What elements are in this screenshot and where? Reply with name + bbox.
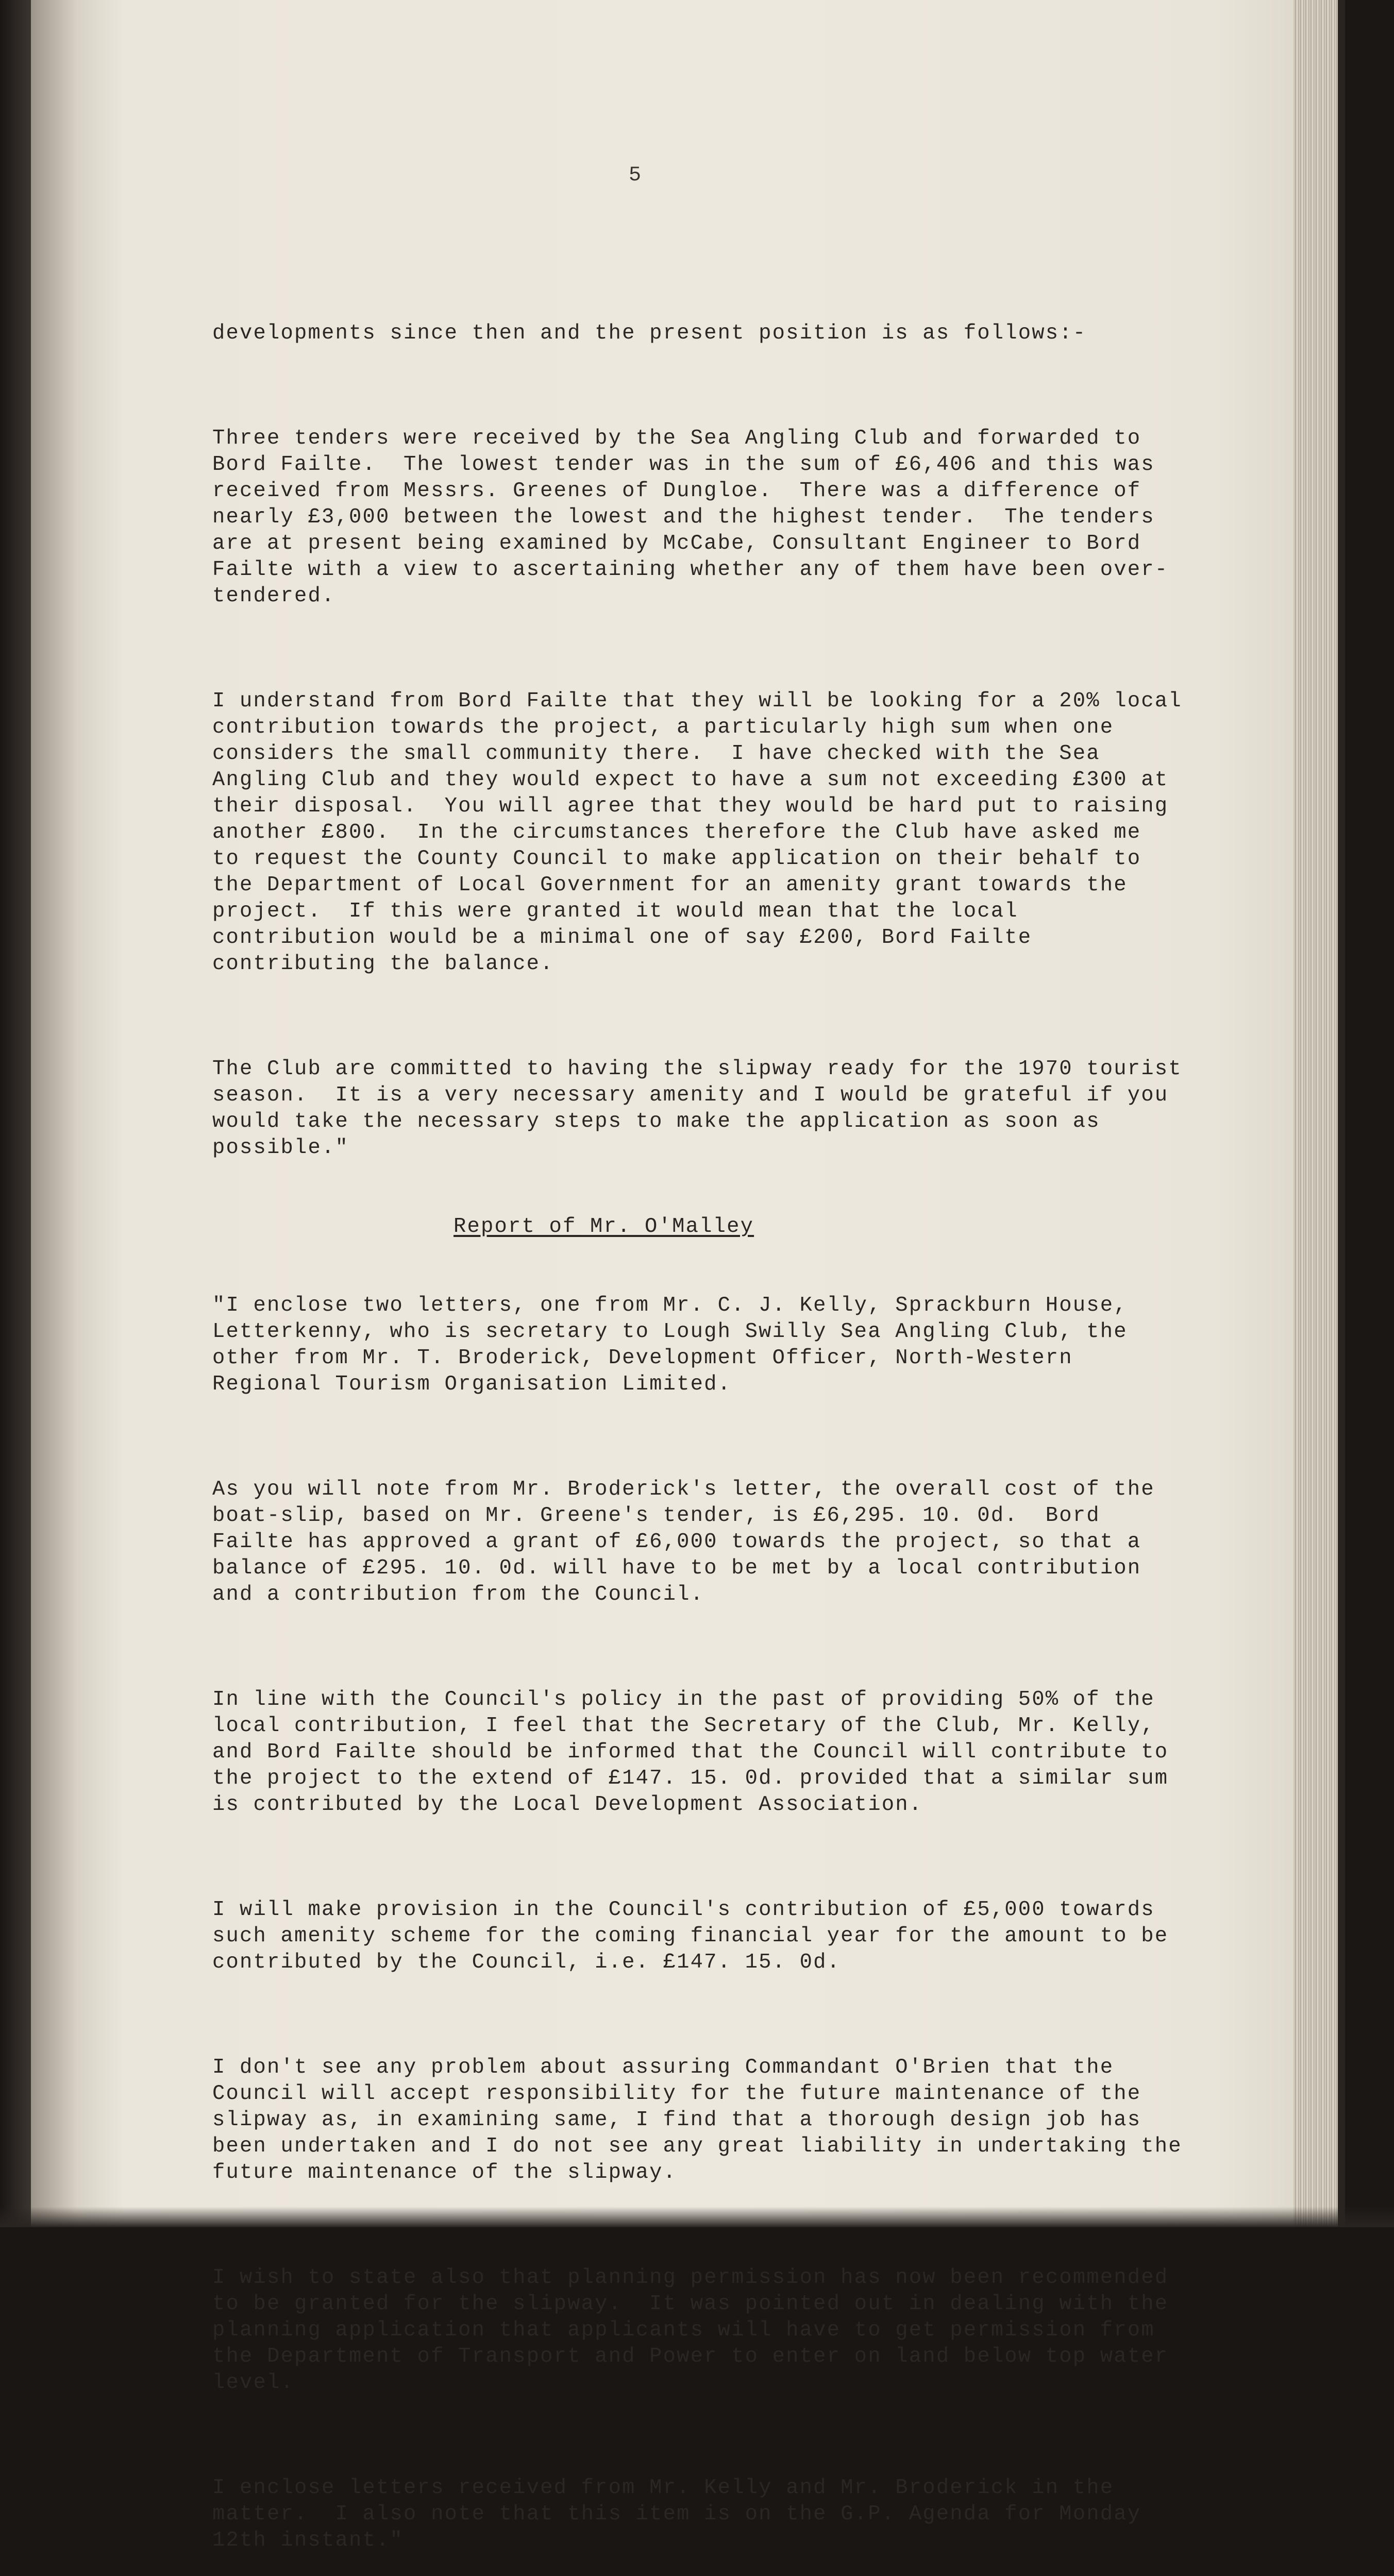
paragraph-provision: I will make provision in the Council's contribution of £5,000 towards such amenity scheme for the coming financial year for the amount to be contributed by the Council, i.e. £147. 15. 0d. — [212, 1898, 1169, 1974]
page-edge-shadow — [1338, 0, 1345, 2227]
paragraph-overall-cost: As you will note from Mr. Broderick's letter, the overall cost of the boat-slip, based on Mr. Greene's tender, is £6,295. 10. 0d. Bord Failte has approved a grant of £6,000 towards the project, so that a balance of £295. 10. 0d. will have to be met by a local contribution and a contribution from the Council. — [212, 1478, 1155, 1606]
section-heading-report: Report of Mr. O'Malley — [454, 1215, 754, 1239]
paragraph-developments: developments since then and the present position is as follows:- — [212, 321, 1087, 345]
bottom-edge-shadow — [0, 2207, 1394, 2227]
paragraph-tenders: Three tenders were received by the Sea Angling Club and forwarded to Bord Failte. The lowest tender was in the sum of £6,406 and this was received from Messrs. Greenes of Dungloe. There was a difference of nearly £3,000 between the lowest and the highest tender. The tenders are at present being examined by McCabe, Consultant Engineer to Bord Failte with a view to ascertaining whether any of them have been over- tendered. — [212, 427, 1169, 608]
paragraph-enclose-letters: "I enclose two letters, one from Mr. C. J. Kelly, Sprackburn House, Letterkenny, who is secretary to Lough Swilly Sea Angling Club, the other from Mr. T. Broderick, Development Officer, North-Western Regional Tourism Organisation Limited. — [212, 1294, 1128, 1396]
paragraph-local-contribution: I understand from Bord Failte that they will be looking for a 20% local contribution towards the project, a particularly high sum when one considers the small community there. I have checked with the Sea Angling Club and they would expect to have a sum not exceeding £300 at their disposal. You will agree that they would be hard put to raising another £800. In the circumstances therefore the Club have asked me to request the County Council to make application on their behalf to the Department of Local Government for an amenity grant towards the project. If this were granted it would mean that the local contribution would be a minimal one of say £200, Bord Failte contributing the balance. — [212, 689, 1182, 976]
paragraph-club-committed: The Club are committed to having the slipway ready for the 1970 tourist season. It is a very necessary amenity and I would be grateful if you would take the necessary steps to make the application as soon as possible." — [212, 1057, 1182, 1160]
paragraph-council-policy: In line with the Council's policy in the past of providing 50% of the local contribution, I feel that the Secretary of the Club, Mr. Kelly, and Bord Failte should be informed that the Council will contribute to the project to the extend of £147. 15. 0d. provided that a similar sum is contributed by the Local Development Association. — [212, 1688, 1169, 1817]
page-stack-edges — [1294, 0, 1345, 2227]
paragraph-enclose-received: I enclose letters received from Mr. Kelly and Mr. Broderick in the matter. I also note that this item is on the G.P. Agenda for Monday 12th instant." — [212, 2476, 1141, 2552]
paragraph-planning-permission: I wish to state also that planning permission has now been recommended to be granted for the slipway. It was pointed out in dealing with the planning application that applicants will have to get permission from the Department of Transport and Power to enter on land below top water level. — [212, 2266, 1169, 2395]
page-number: 5 — [629, 164, 642, 187]
document-body — [212, 268, 1217, 2576]
paper-page — [31, 0, 1345, 2552]
paragraph-maintenance: I don't see any problem about assuring Commandant O'Brien that the Council will accept responsibility for the future maintenance of the slipway as, in examining same, I find that a thorough design job has been undertaken and I do not see any great liability in undertaking the future maintenance of the slipway. — [212, 2056, 1182, 2184]
